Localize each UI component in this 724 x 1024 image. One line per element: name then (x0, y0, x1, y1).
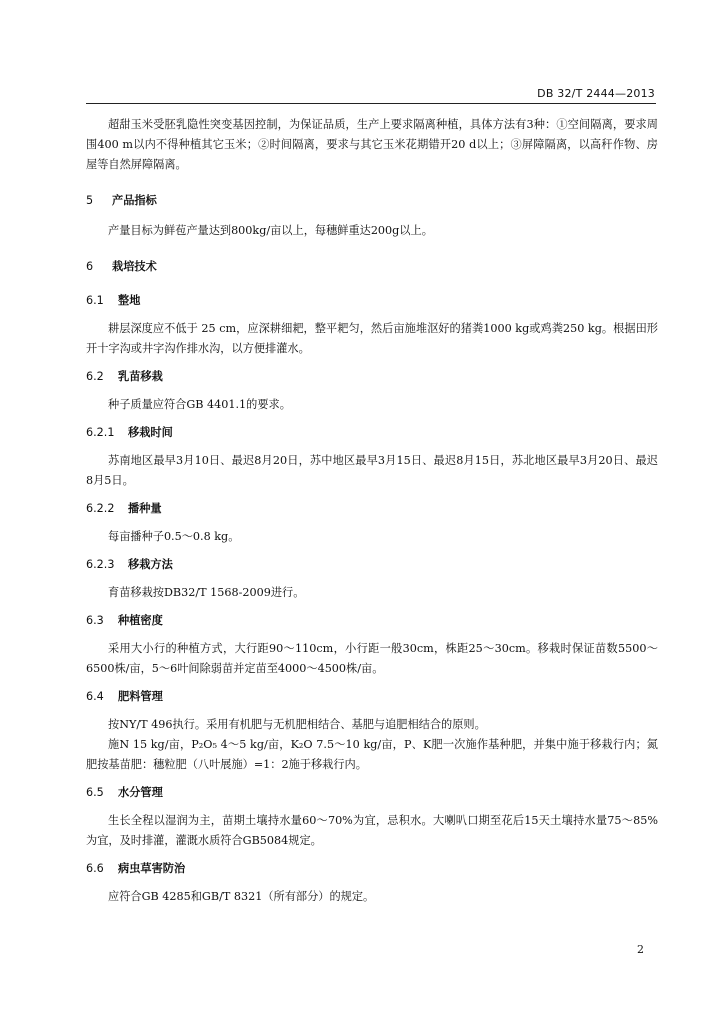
section-5-paragraph: 产量目标为鲜苞产量达到800kg/亩以上，每穗鲜重达200g以上。 (108, 224, 433, 237)
page-number: 2 (637, 943, 644, 956)
section-6-2-heading (86, 369, 658, 385)
section-6-5-paragraph: 生长全程以湿润为主，苗期土壤持水量60～70%为宜，忌积水。大喇叭口期至花后15天土壤持水量75～85%为宜，及时排灌，灌溉水质符合GB5084规定。 (86, 814, 658, 847)
section-number: 5 (86, 194, 94, 207)
section-number: 6.6 (86, 862, 104, 875)
section-title: 播种量 (128, 502, 162, 515)
intro-paragraph: 超甜玉米受胚乳隐性突变基因控制，为保证品质，生产上要求隔离种植，具体方法有3种：①空间隔离，要求周围400 m以内不得种植其它玉米；②时间隔离，要求与其它玉米花期错开20 d以上；③屏障隔离，以高秆作物、房屋等自然屏障隔离。 (86, 118, 658, 171)
section-5-heading (86, 193, 658, 209)
section-number: 6.2 (86, 370, 104, 383)
section-6-2-2-paragraph: 每亩播种子0.5～0.8 kg。 (108, 530, 240, 543)
section-6-1-paragraph: 耕层深度应不低于 25 cm，应深耕细耙，整平耙匀，然后亩施堆沤好的猪粪1000 kg或鸡粪250 kg。根据田形开十字沟或井字沟作排水沟，以方便排灌水。 (86, 322, 658, 355)
section-title: 移栽时间 (128, 426, 173, 439)
section-6-2-3-paragraph: 育苗移栽按DB32/T 1568-2009进行。 (108, 586, 305, 599)
section-6-heading (86, 259, 658, 275)
header-rule (86, 103, 656, 104)
section-number: 6.3 (86, 614, 104, 627)
section-6-4-paragraph-1: 按NY/T 496执行。采用有机肥与无机肥相结合、基肥与追肥相结合的原则。 (108, 718, 486, 731)
section-title: 移栽方法 (128, 558, 173, 571)
section-number: 6.5 (86, 786, 104, 799)
section-6-3-heading (86, 613, 658, 629)
document-code: DB 32/T 2444—2013 (537, 87, 655, 100)
section-6-6-heading (86, 861, 658, 877)
section-number: 6.2.1 (86, 426, 115, 439)
section-title: 种植密度 (118, 614, 163, 627)
section-6-2-1-paragraph: 苏南地区最早3月10日、最迟8月20日，苏中地区最早3月15日、最迟8月15日，苏北地区最早3月20日、最迟8月5日。 (86, 454, 658, 487)
section-6-2-2-heading (86, 501, 658, 517)
section-number: 6.4 (86, 690, 104, 703)
section-6-4-paragraph-2: 施N 15 kg/亩，P₂O₅ 4～5 kg/亩，K₂O 7.5～10 kg/亩，P、K肥一次施作基种肥，并集中施于移栽行内；氮肥按基苗肥：穗粒肥（八叶展施）=1：2施于移栽行内。 (86, 738, 658, 771)
section-number: 6.1 (86, 294, 104, 307)
section-title: 整地 (118, 294, 141, 307)
section-title: 肥料管理 (118, 690, 163, 703)
section-6-5-heading (86, 785, 658, 801)
section-6-3-paragraph: 采用大小行的种植方式，大行距90～110cm，小行距一般30cm，株距25～30cm。移栽时保证苗数5500～6500株/亩，5～6叶间除弱苗并定苗至4000～4500株/亩。 (86, 642, 658, 675)
section-number: 6 (86, 260, 94, 273)
section-6-2-1-heading (86, 425, 658, 441)
section-title: 产品指标 (112, 194, 157, 207)
document-body (86, 115, 658, 907)
section-6-2-paragraph: 种子质量应符合GB 4401.1的要求。 (108, 398, 291, 411)
section-title: 乳苗移栽 (118, 370, 163, 383)
section-title: 水分管理 (118, 786, 163, 799)
section-6-2-3-heading (86, 557, 658, 573)
section-6-4-heading (86, 689, 658, 705)
section-number: 6.2.3 (86, 558, 115, 571)
section-6-6-paragraph: 应符合GB 4285和GB/T 8321（所有部分）的规定。 (108, 890, 375, 903)
section-6-1-heading (86, 293, 658, 309)
section-number: 6.2.2 (86, 502, 115, 515)
section-title: 病虫草害防治 (118, 862, 186, 875)
section-title: 栽培技术 (112, 260, 157, 273)
